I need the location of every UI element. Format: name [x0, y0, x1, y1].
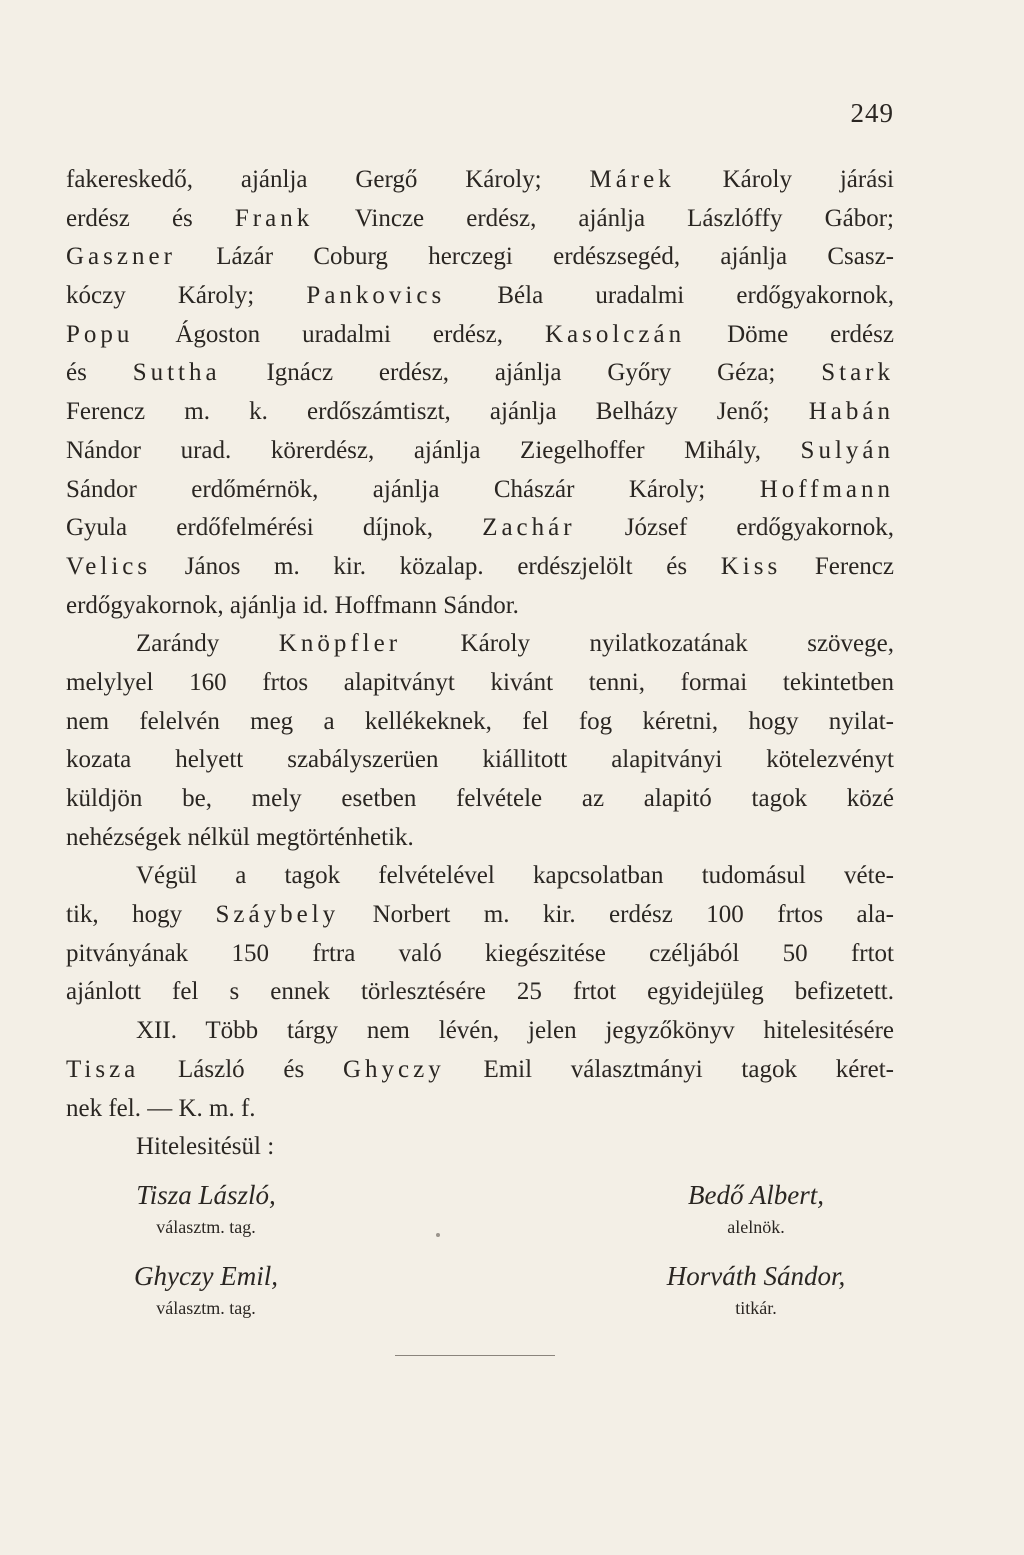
text-line [66, 1051, 894, 1090]
signatory-role: titkár. [735, 1298, 777, 1318]
text-run: Ferencz [781, 552, 894, 580]
text-run: ajánlott fel s ennek törlesztésére 25 frtot egyidejüleg befizetett. [66, 978, 894, 1006]
signatory-name: Ghyczy Emil, [134, 1261, 278, 1291]
text-line [66, 432, 894, 471]
text-line [66, 703, 894, 742]
spaced-name: Velics [66, 552, 152, 580]
text-run: Ferencz m. k. erdőszámtiszt, ajánlja Belházy Jenő; [66, 398, 809, 426]
text-line [66, 741, 894, 780]
text-run: és [66, 359, 133, 387]
text-run: Vincze erdész, ajánlja Lászlóffy Gábor; [313, 204, 895, 232]
text-run: nehézségek nélkül megtörténhetik. [66, 823, 414, 851]
text-line [66, 277, 894, 316]
text-run: erdész és [66, 204, 235, 232]
text-line [66, 354, 894, 393]
spaced-name: Száybely [215, 901, 340, 929]
text-line [66, 1090, 894, 1129]
text-run: József erdőgyakornok, [575, 514, 894, 542]
signature-block [66, 1177, 346, 1241]
signature-row [66, 1177, 894, 1257]
body-text [66, 161, 894, 1167]
spaced-name: Frank [234, 204, 314, 232]
text-line [66, 819, 894, 858]
text-run: Gyula erdőfelmérési díjnok, [66, 514, 483, 542]
text-run: Ágoston uradalmi erdész, [133, 320, 545, 348]
footer-rule [395, 1355, 555, 1356]
text-run: küldjön be, mely esetben felvétele az alapitó tagok közé [66, 785, 894, 812]
text-line [66, 1128, 894, 1167]
text-run: János m. kir. közalap. erdészjelölt és [151, 552, 721, 580]
text-run: Ignácz erdész, ajánlja Győry Géza; [220, 359, 822, 387]
spaced-name: Stark [821, 359, 894, 387]
text-line [66, 471, 894, 510]
text-run: Norbert m. kir. erdész 100 frtos ala- [339, 901, 894, 929]
text-run: Döme erdész [685, 320, 894, 348]
text-run: Hitelesitésül : [136, 1133, 275, 1161]
text-line [66, 1012, 894, 1051]
text-run: Sándor erdőmérnök, ajánlja Chászár Károly; [66, 475, 760, 503]
text-run: Béla uradalmi erdőgyakornok, [445, 282, 894, 310]
text-line [66, 587, 894, 626]
spaced-name: Zachár [482, 514, 576, 542]
text-run: tik, hogy [66, 901, 216, 929]
text-run: Lázár Coburg herczegi erdészsegéd, ajánlja Csasz- [175, 243, 894, 271]
text-run: pitványának 150 frtra való kiegészitése czéljából 50 frtot [66, 939, 894, 967]
text-line [66, 857, 894, 896]
text-line [66, 625, 894, 664]
text-line [66, 161, 894, 200]
text-line [66, 935, 894, 974]
spaced-name: Suttha [132, 359, 221, 387]
text-run: fakereskedő, ajánlja Gergő Károly; [66, 166, 590, 193]
text-run: melylyel 160 frtos alapitványt kivánt tenni, formai tekintetben [66, 668, 894, 696]
signature-block [616, 1258, 896, 1322]
signature-row [66, 1258, 894, 1338]
text-line [66, 664, 894, 703]
text-run: erdőgyakornok, ajánlja id. Hoffmann Sándor. [66, 591, 519, 619]
signatory-role: alelnök. [727, 1217, 785, 1237]
spaced-name: Pankovics [306, 282, 446, 310]
text-line [66, 200, 894, 239]
spaced-name: Tisza [66, 1055, 140, 1083]
signature-block [616, 1177, 896, 1241]
signatory-role: választm. tag. [156, 1298, 256, 1318]
spaced-name: Popu [66, 320, 134, 348]
text-run: nek fel. — K. m. f. [66, 1094, 256, 1122]
text-line [66, 393, 894, 432]
signatory-name: Tisza László, [136, 1180, 276, 1210]
spaced-name: Sulyán [800, 436, 894, 464]
text-run: Emil választmányi tagok kéret- [444, 1055, 894, 1083]
spaced-name: Kiss [720, 552, 782, 580]
text-run: László és [139, 1055, 343, 1083]
signatory-name: Horváth Sándor, [666, 1261, 846, 1291]
text-run: Végül a tagok felvételével kapcsolatban tudomásul véte- [136, 862, 894, 890]
text-line [66, 238, 894, 277]
spaced-name: Márek [589, 166, 675, 193]
text-run: kóczy Károly; [66, 282, 307, 310]
spaced-name: Hoffmann [759, 475, 894, 503]
spaced-name: Ghyczy [342, 1055, 445, 1083]
text-run: Zarándy [136, 630, 279, 658]
spaced-name: Kasolczán [544, 320, 686, 348]
text-run: Károly járási [674, 166, 894, 193]
text-line [66, 548, 894, 587]
text-run: Károly nyilatkozatának szövege, [401, 630, 894, 658]
text-line [66, 509, 894, 548]
page-number: 249 [850, 98, 894, 128]
text-line [66, 316, 894, 355]
spaced-name: Habán [808, 398, 894, 426]
text-run: Nándor urad. körerdész, ajánlja Ziegelhoffer Mihály, [66, 436, 801, 464]
spaced-name: Knöpfler [278, 630, 402, 658]
signatory-name: Bedő Albert, [688, 1180, 824, 1210]
text-run: nem felelvén meg a kellékeknek, fel fog kéretni, hogy nyilat- [66, 707, 894, 735]
text-run: XII. Több tárgy nem lévén, jelen jegyzőkönyv hitelesitésére [136, 1017, 894, 1045]
text-run: kozata helyett szabályszerüen kiállitott alapitványi kötelezvényt [66, 746, 894, 774]
text-line [66, 973, 894, 1012]
dot-mark [436, 1233, 440, 1237]
signature-block [66, 1258, 346, 1322]
text-line [66, 896, 894, 935]
text-line [66, 780, 894, 819]
spaced-name: Gaszner [66, 243, 176, 271]
signatory-role: választm. tag. [156, 1217, 256, 1237]
